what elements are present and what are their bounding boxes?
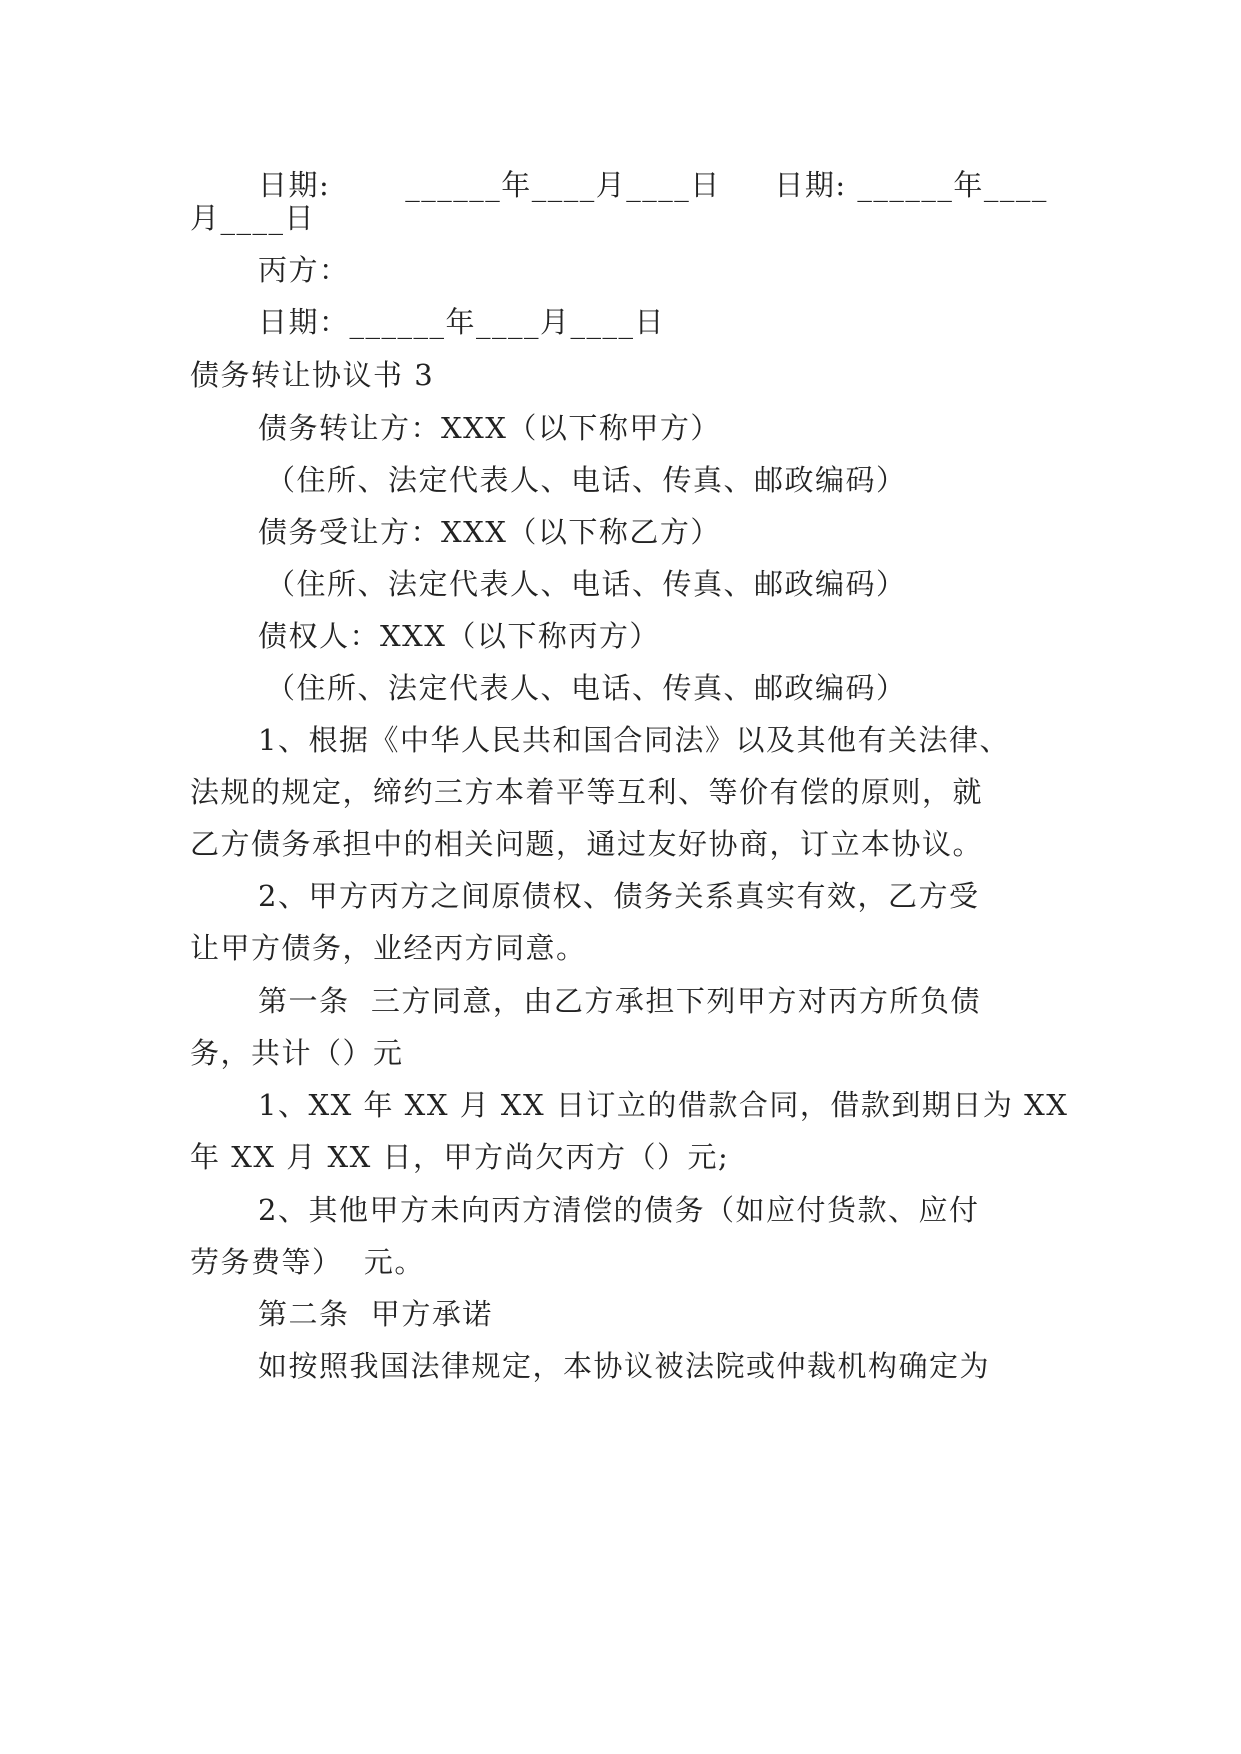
paragraph-line: 如按照我国法律规定，本协议被法院或仲裁机构确定为 bbox=[258, 1349, 991, 1383]
party-details-line: （住所、法定代表人、电话、传真、邮政编码） bbox=[266, 671, 907, 705]
paragraph-line: 1、根据《中华人民共和国合同法》以及其他有关法律、 bbox=[258, 723, 1010, 757]
paragraph-line: 务，共计（）元 bbox=[190, 1036, 404, 1070]
paragraph-line: 1、XX 年 XX 月 XX 日订立的借款合同，借款到期日为 XX bbox=[258, 1088, 1069, 1122]
article-line: 第二条 甲方承诺 bbox=[258, 1297, 493, 1331]
paragraph-line: 年 XX 月 XX 日，甲方尚欠丙方（）元; bbox=[190, 1140, 730, 1174]
signature-date-line: 日期：______年____月____日 bbox=[258, 305, 666, 339]
party-line: 债务转让方：XXX（以下称甲方） bbox=[258, 411, 721, 445]
signature-date-line: 日期: ______年____月____日 日期: ______年____ bbox=[258, 168, 1048, 202]
document-title: 债务转让协议书 3 bbox=[190, 358, 435, 392]
paragraph-line: 劳务费等） 元。 bbox=[190, 1245, 425, 1279]
party-details-line: （住所、法定代表人、电话、传真、邮政编码） bbox=[266, 567, 907, 601]
paragraph-line: 法规的规定，缔约三方本着平等互利、等价有偿的原则，就 bbox=[190, 775, 984, 809]
party-line: 债权人：XXX（以下称丙方） bbox=[258, 619, 660, 653]
paragraph-line: 2、其他甲方未向丙方清偿的债务（如应付货款、应付 bbox=[258, 1193, 980, 1227]
paragraph-line: 乙方债务承担中的相关问题，通过友好协商，订立本协议。 bbox=[190, 827, 984, 861]
party-c-label: 丙方： bbox=[258, 253, 350, 287]
party-line: 债务受让方：XXX（以下称乙方） bbox=[258, 515, 721, 549]
paragraph-line: 让甲方债务，业经丙方同意。 bbox=[190, 931, 587, 965]
article-line: 第一条 三方同意，由乙方承担下列甲方对丙方所负债 bbox=[258, 984, 981, 1018]
party-details-line: （住所、法定代表人、电话、传真、邮政编码） bbox=[266, 463, 907, 497]
paragraph-line: 2、甲方丙方之间原债权、债务关系真实有效，乙方受 bbox=[258, 879, 980, 913]
signature-date-line: 月____日 bbox=[190, 201, 316, 235]
